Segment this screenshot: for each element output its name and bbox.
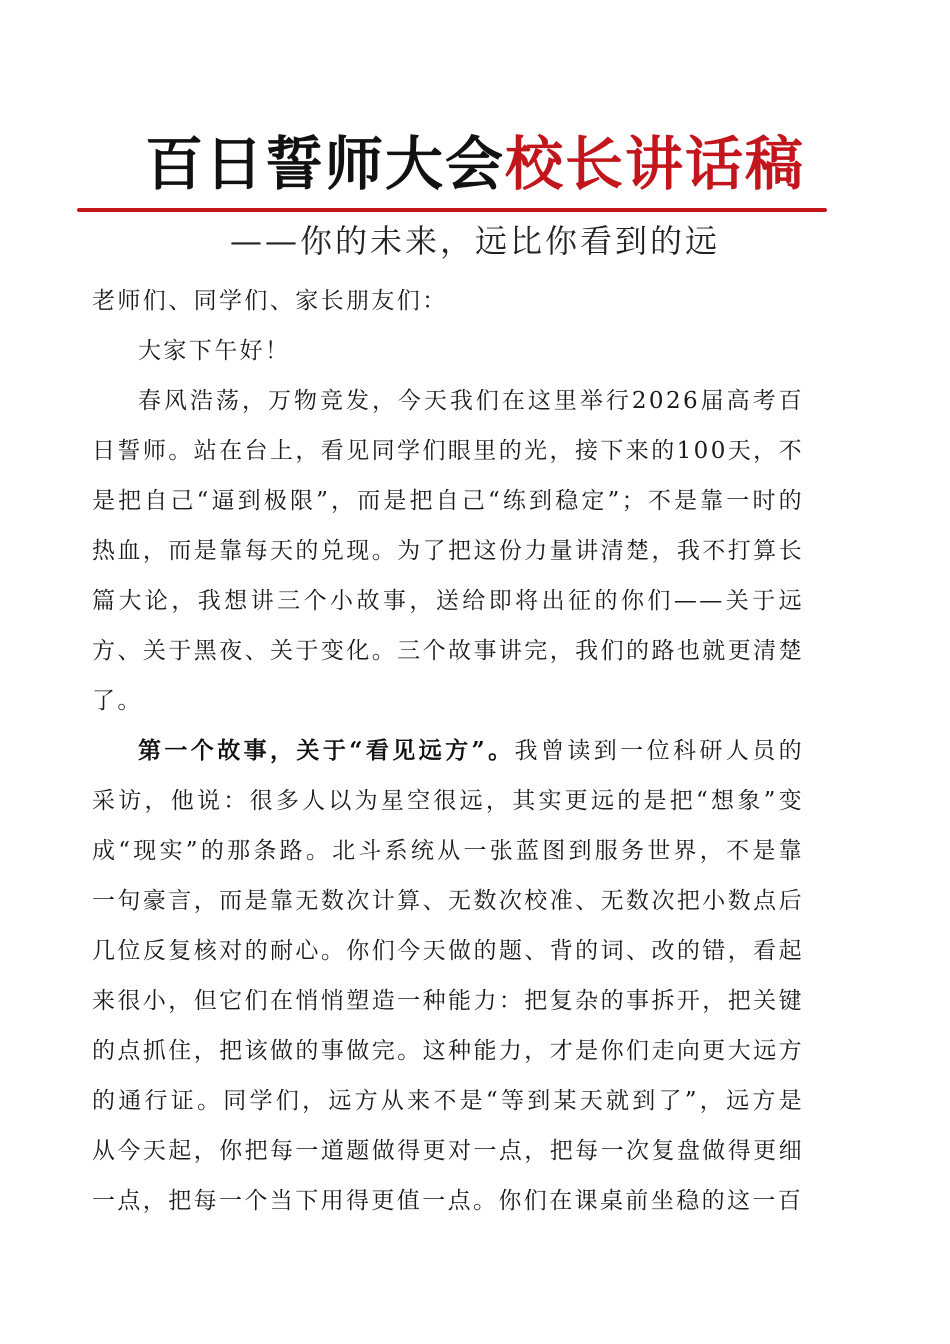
document-body — [92, 276, 804, 1226]
salutation: 老师们、同学们、家长朋友们： — [92, 288, 448, 314]
document-title — [0, 128, 950, 200]
greeting: 大家下午好！ — [138, 338, 291, 364]
paragraph-opening: 春风浩荡，万物竞发，今天我们在这里举行2026届高考百日誓师。站在台上，看见同学们眼里的光，接下来的100天，不是把自己“逼到极限”，而是把自己“练到稳定”；不是靠一时的热血，而是靠每天的兑现。为了把这份力量讲清楚，我不打算长篇大论，我想讲三个小故事，送给即将出征的你们——关于远方、关于黑夜、关于变化。三个故事讲完，我们的路也就更清楚了。 — [92, 388, 804, 714]
document-subtitle: ——你的未来，远比你看到的远 — [229, 222, 720, 260]
story-one-text: 我曾读到一位科研人员的采访，他说：很多人以为星空很远，其实更远的是把“想象”变成“现实”的那条路。北斗系统从一张蓝图到服务世界，不是靠一句豪言，而是靠无数次计算、无数次校准、无数次把小数点后几位反复核对的耐心。你们今天做的题、背的词、改的错，看起来很小，但它们在悄悄塑造一种能力：把复杂的事拆开，把关键的点抓住，把该做的事做完。这种能力，才是你们走向更大远方的通行证。同学们，远方从来不是“等到某天就到了”，远方是从今天起，你把每一道题做得更对一点，把每一次复盘做得更细一点，把每一个当下用得更值一点。你们在课桌前坐稳的这一百 — [92, 738, 804, 1214]
title-red-part: 校长讲话稿 — [505, 130, 806, 198]
title-black-part: 百日誓师大会 — [144, 130, 505, 198]
paragraph-story-one — [92, 726, 804, 1226]
story-one-heading: 第一个故事，关于“看见远方”。 — [138, 737, 515, 764]
title-divider — [77, 208, 827, 212]
